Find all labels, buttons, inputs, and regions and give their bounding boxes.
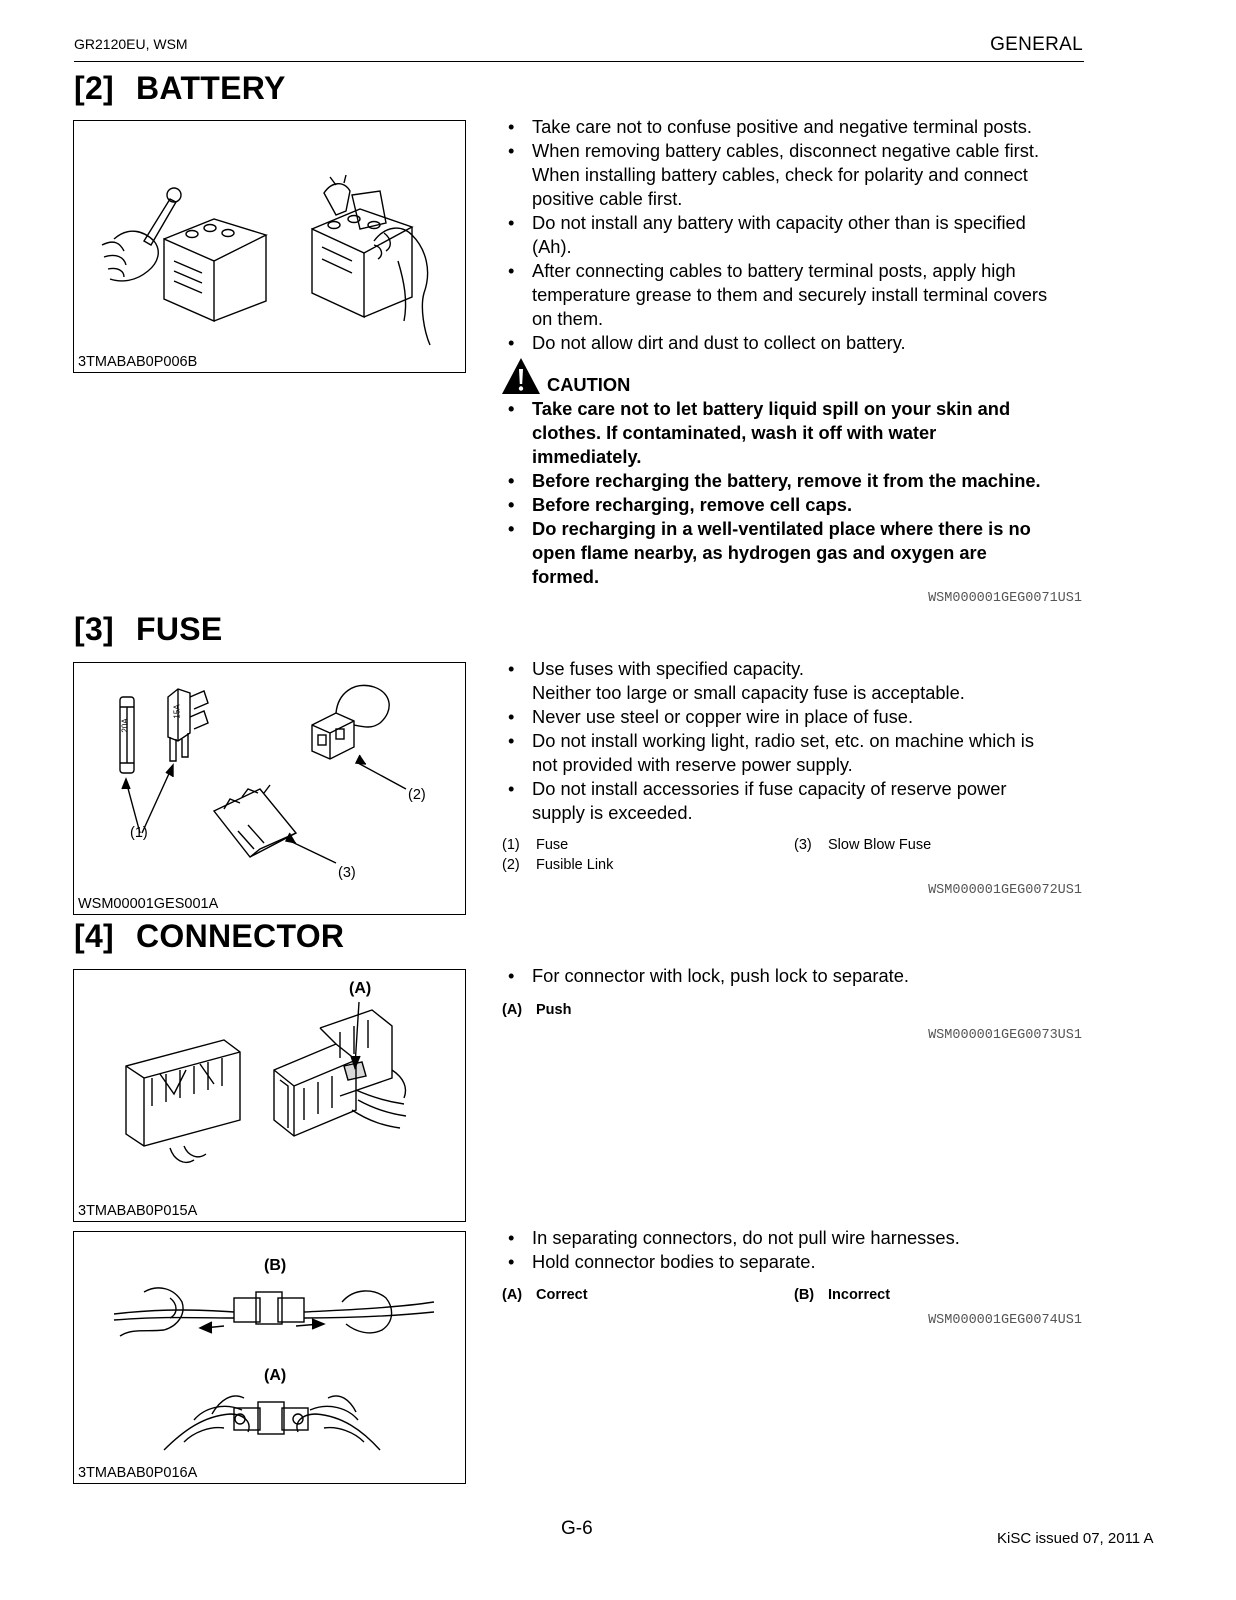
connector-separation-label-a: (A) xyxy=(264,1367,287,1384)
connector-separation-legend-item: (A) Correct xyxy=(502,1287,588,1303)
fuse-reference-code: WSM000001GEG0072US1 xyxy=(928,883,1082,898)
battery-heading-title: BATTERY xyxy=(136,70,286,106)
fuse-legend-item: (2) Fusible Link xyxy=(502,857,614,873)
battery-figure xyxy=(73,120,466,373)
connector-lock-label-a: (A) xyxy=(349,980,372,997)
issue-note: KiSC issued 07, 2011 A xyxy=(997,1530,1154,1547)
battery-illustration xyxy=(74,121,465,372)
connector-lock-figure xyxy=(73,969,466,1222)
section-name: GENERAL xyxy=(990,34,1083,55)
connector-separation-label-b: (B) xyxy=(264,1257,287,1274)
connector-separation-figure-code: 3TMABAB0P016A xyxy=(78,1465,198,1481)
caution-list xyxy=(502,397,1082,589)
connector-separation-reference-code: WSM000001GEG0074US1 xyxy=(928,1313,1082,1328)
connector-bullet: • For connector with lock, push lock to separate. xyxy=(502,964,1082,988)
battery-bullet: • Do not install any battery with capacity other than is specified (Ah). xyxy=(502,211,1082,259)
caution-label: CAUTION xyxy=(547,374,631,395)
caution-heading xyxy=(500,356,631,396)
connector-lock-instructions xyxy=(502,964,1082,988)
fuse-heading xyxy=(74,611,223,648)
connector-lock-figure-code: 3TMABAB0P015A xyxy=(78,1203,198,1219)
battery-bullet: • When removing battery cables, disconnect negative cable first. When installing battery cables, check for polarity and connect positive cable first. xyxy=(502,139,1082,211)
battery-heading-number: [2] xyxy=(74,70,115,106)
connector-lock-reference-code: WSM000001GEG0073US1 xyxy=(928,1028,1082,1043)
battery-reference-code: WSM000001GEG0071US1 xyxy=(928,591,1082,606)
connector-lock-illustration xyxy=(74,970,465,1221)
caution-bullet: • Do recharging in a well-ventilated place where there is no open flame nearby, as hydrogen gas and oxygen are formed. xyxy=(502,517,1082,589)
fuse-bullet: • Use fuses with specified capacity. Neither too large or small capacity fuse is acceptable. xyxy=(502,657,1082,705)
connector-bullet: • Hold connector bodies to separate. xyxy=(502,1250,1082,1274)
battery-bullet: • After connecting cables to battery terminal posts, apply high temperature grease to them and securely install terminal covers on them. xyxy=(502,259,1082,331)
caution-bullet: • Before recharging the battery, remove it from the machine. xyxy=(502,469,1082,493)
battery-heading xyxy=(74,70,286,107)
caution-bullet: • Take care not to let battery liquid spill on your skin and clothes. If contaminated, wash it off with water immediately. xyxy=(502,397,1082,469)
fuse-bullet: • Do not install working light, radio set, etc. on machine which is not provided with reserve power supply. xyxy=(502,729,1082,777)
document-model: GR2120EU, WSM xyxy=(74,36,188,52)
fuse-figure-code: WSM00001GES001A xyxy=(78,896,219,912)
connector-bullet: • In separating connectors, do not pull wire harnesses. xyxy=(502,1226,1082,1250)
fuse-bullet: • Never use steel or copper wire in place of fuse. xyxy=(502,705,1082,729)
page-number: G-6 xyxy=(561,1518,593,1539)
battery-bullet: • Take care not to confuse positive and negative terminal posts. xyxy=(502,115,1082,139)
fuse-figure-label-2: (2) xyxy=(408,787,426,803)
fuse-bullet: • Do not install accessories if fuse capacity of reserve power supply is exceeded. xyxy=(502,777,1082,825)
header-rule xyxy=(74,61,1084,62)
connector-separation-legend-item: (B) Incorrect xyxy=(794,1287,891,1303)
battery-figure-code: 3TMABAB0P006B xyxy=(78,354,198,370)
fuse-rating-mark-b: 15A xyxy=(172,704,182,719)
connector-lock-legend-item: (A) Push xyxy=(502,1002,572,1018)
fuse-legend-item: (3) Slow Blow Fuse xyxy=(794,837,932,853)
fuse-figure-label-3: (3) xyxy=(338,865,356,881)
connector-separation-figure xyxy=(73,1231,466,1484)
battery-instructions xyxy=(502,115,1082,355)
fuse-illustration xyxy=(74,663,465,914)
fuse-heading-title: FUSE xyxy=(136,611,223,647)
warning-triangle-icon xyxy=(500,356,542,396)
battery-bullet: • Do not allow dirt and dust to collect on battery. xyxy=(502,331,1082,355)
fuse-figure-label-1: (1) xyxy=(130,825,148,841)
fuse-heading-number: [3] xyxy=(74,611,115,647)
connector-heading-title: CONNECTOR xyxy=(136,918,345,954)
fuse-rating-mark-a: 20A xyxy=(120,718,130,733)
fuse-legend-item: (1) Fuse xyxy=(502,837,569,853)
fuse-figure xyxy=(73,662,466,915)
fuse-instructions xyxy=(502,657,1082,825)
caution-bullet: • Before recharging, remove cell caps. xyxy=(502,493,1082,517)
connector-heading-number: [4] xyxy=(74,918,115,954)
connector-separation-instructions xyxy=(502,1226,1082,1274)
connector-heading xyxy=(74,918,344,955)
